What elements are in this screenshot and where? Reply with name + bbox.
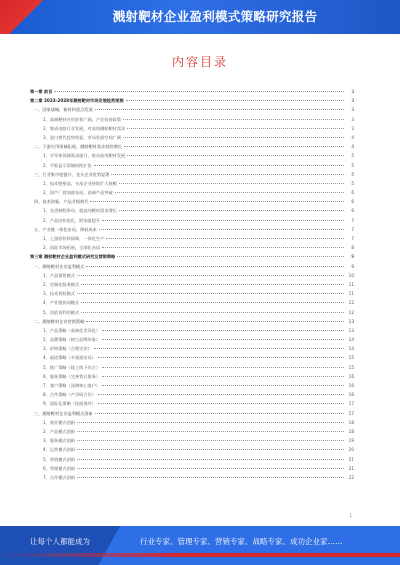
toc-entry[interactable] bbox=[30, 161, 354, 170]
toc-entry-text: 2、国产厂商加速布局，高端产品突破 bbox=[43, 190, 113, 196]
toc-entry-text: 二、下游应用领域拓展，溅射靶材需求持续增长 bbox=[34, 144, 122, 150]
toc-entry-page: 16 bbox=[348, 383, 354, 388]
toc-leader-dots bbox=[119, 209, 344, 211]
report-title: 溅射靶材企业盈利模式策略研究报告 bbox=[112, 9, 318, 24]
toc-entry[interactable] bbox=[30, 363, 354, 372]
toc-entry[interactable] bbox=[30, 124, 354, 133]
toc-entry[interactable] bbox=[30, 372, 354, 381]
toc-entry[interactable] bbox=[30, 390, 354, 399]
toc-entry-page: 15 bbox=[348, 364, 354, 370]
toc-entry-text: 三、溅射靶材企业盈利模式创新 bbox=[34, 410, 93, 416]
toc-leader-dots bbox=[86, 320, 344, 322]
toc-entry[interactable] bbox=[30, 427, 354, 436]
toc-entry-text: 2、品牌策略（树立品牌形象） bbox=[43, 337, 101, 343]
toc-entry[interactable] bbox=[30, 252, 354, 261]
toc-leader-dots bbox=[77, 430, 344, 432]
toc-entry-text: 2、集成电路行业发展，对高纯溅射靶材需求 bbox=[43, 125, 126, 131]
toc-entry-page: 14 bbox=[348, 346, 354, 352]
toc-leader-dots bbox=[81, 283, 344, 285]
toc-entry-text: 1、半导体领域需求提升，推动高纯靶材发展 bbox=[43, 153, 126, 159]
toc-leader-dots bbox=[127, 154, 344, 156]
toc-entry[interactable] bbox=[30, 455, 354, 464]
toc-leader-dots bbox=[77, 458, 344, 460]
toc-entry[interactable] bbox=[30, 445, 354, 454]
report-header bbox=[0, 0, 400, 34]
toc-entry-text: 1、上游原材料保障，一体化生产 bbox=[43, 236, 105, 241]
toc-entry-text: 6、管理模式创新 bbox=[43, 465, 75, 471]
toc-entry-text: 5、营销模式创新 bbox=[43, 456, 75, 462]
toc-leader-dots bbox=[90, 200, 344, 202]
toc-leader-dots bbox=[54, 90, 344, 92]
toc-leader-dots bbox=[81, 301, 344, 303]
toc-entry-text: 第一章 前言 bbox=[30, 89, 53, 94]
toc-entry-text: 二、溅射靶材企业营销策略 bbox=[34, 318, 85, 324]
toc-entry-page: 6 bbox=[351, 190, 354, 196]
toc-entry[interactable] bbox=[30, 289, 354, 298]
toc-entry-text: 1、技术壁垒高，头部企业持续扩大规模 bbox=[43, 180, 117, 186]
toc-entry[interactable] bbox=[30, 96, 354, 105]
toc-leader-dots bbox=[111, 173, 344, 175]
toc-entry-page: 3 bbox=[351, 107, 354, 113]
toc-leader-dots bbox=[94, 347, 344, 349]
toc-entry-text: 4、渠道策略（多渠道布局） bbox=[43, 355, 96, 361]
page-number: 1 bbox=[349, 513, 352, 518]
toc-leader-dots bbox=[81, 311, 344, 313]
toc-leader-dots bbox=[95, 412, 344, 414]
toc-entry-page: 4 bbox=[351, 134, 354, 140]
toc-entry[interactable] bbox=[30, 473, 354, 482]
toc-entry-text: 1、商业模式创新 bbox=[43, 419, 75, 425]
toc-leader-dots bbox=[94, 164, 344, 166]
toc-entry[interactable] bbox=[30, 308, 354, 317]
toc-entry[interactable] bbox=[30, 105, 354, 114]
toc-leader-dots bbox=[106, 237, 344, 239]
toc-entry-text: 一、国家战略，新材料重点发展 bbox=[34, 107, 93, 113]
toc-entry-page: 4 bbox=[351, 144, 354, 150]
toc-entry-page: 11 bbox=[348, 281, 354, 287]
toc-leader-dots bbox=[123, 136, 344, 138]
toc-entry-text: 三、行业集中度提升，龙头企业优势显著 bbox=[34, 171, 110, 177]
toc-entry-page: 13 bbox=[348, 318, 354, 324]
toc-entry[interactable] bbox=[30, 381, 354, 390]
toc-entry[interactable] bbox=[30, 436, 354, 445]
toc-entry[interactable] bbox=[30, 409, 354, 418]
toc-entry-text: 第三章 溅射靶材企业盈利模式研究及营销策略 bbox=[30, 254, 116, 260]
toc-leader-dots bbox=[123, 118, 344, 120]
toc-entry[interactable] bbox=[30, 115, 354, 124]
header-red-stripe bbox=[0, 0, 44, 34]
toc-entry-text: 1、产品策略（高端化差异化） bbox=[43, 327, 101, 333]
toc-entry-page: 15 bbox=[348, 355, 354, 361]
toc-entry-page: 18 bbox=[348, 428, 354, 434]
toc-entry-text: 一、溅射靶材企业盈利模式 bbox=[34, 263, 85, 269]
toc-entry-page: 19 bbox=[348, 438, 354, 444]
toc-entry-page: 5 bbox=[351, 162, 354, 168]
toc-entry[interactable] bbox=[30, 464, 354, 473]
toc-entry-page: 6 bbox=[351, 208, 354, 214]
toc-entry-page: 6 bbox=[351, 199, 354, 205]
toc-entry-text: 1、高端靶材应用前景广阔，产业扶持政策 bbox=[43, 116, 122, 122]
toc-entry-text: 2、平板显示领域持续扩张 bbox=[43, 162, 92, 168]
toc-entry[interactable] bbox=[30, 133, 354, 142]
toc-entry-text: 3、进口替代趋势明显，市场发展空间广阔 bbox=[43, 134, 122, 140]
toc-leader-dots bbox=[77, 292, 344, 294]
toc-entry-page: 3 bbox=[351, 116, 354, 122]
toc-entry-page: 3 bbox=[351, 98, 354, 104]
toc-entry-page: 3 bbox=[351, 89, 354, 94]
toc-leader-dots bbox=[98, 402, 344, 404]
toc-entry-text: 3、服务模式创新 bbox=[43, 438, 75, 444]
toc-entry-page: 5 bbox=[351, 171, 354, 177]
toc-leader-dots bbox=[77, 476, 344, 478]
toc-entry-page: 20 bbox=[348, 447, 354, 453]
toc-entry-text: 8、合作策略（产学研合作） bbox=[43, 392, 96, 398]
toc-leader-dots bbox=[77, 274, 344, 276]
toc-entry-text: 7、合作模式创新 bbox=[43, 474, 75, 480]
toc-entry[interactable] bbox=[30, 216, 354, 225]
toc-leader-dots bbox=[99, 228, 344, 230]
toc-entry[interactable] bbox=[30, 243, 354, 252]
toc-leader-dots bbox=[124, 145, 344, 147]
toc-leader-dots bbox=[102, 338, 344, 340]
toc-entry-page: 13 bbox=[348, 327, 354, 333]
toc-entry-page: 12 bbox=[348, 300, 354, 306]
toc-entry-text: 2、国际市场拓展，全球化布局 bbox=[43, 245, 101, 251]
toc-entry[interactable] bbox=[30, 179, 354, 188]
toc-leader-dots bbox=[102, 219, 344, 221]
toc-entry-page: 9 bbox=[351, 254, 354, 260]
toc-entry[interactable] bbox=[30, 262, 354, 271]
toc-entry[interactable] bbox=[30, 188, 354, 197]
toc-leader-dots bbox=[77, 439, 344, 441]
footer-red-stripe bbox=[0, 553, 400, 557]
toc-entry-text: 4、产业链协同模式 bbox=[43, 300, 80, 306]
toc-leader-dots bbox=[127, 127, 344, 129]
toc-entry-page: 17 bbox=[348, 401, 354, 407]
toc-entry[interactable] bbox=[30, 353, 354, 362]
page-footer bbox=[0, 526, 400, 565]
toc-entry-page: 16 bbox=[348, 373, 354, 379]
toc-entry-page: 7 bbox=[351, 217, 354, 223]
toc-leader-dots bbox=[115, 191, 344, 193]
toc-leader-dots bbox=[77, 467, 344, 469]
toc-entry-page: 16 bbox=[348, 392, 354, 398]
toc-entry[interactable] bbox=[30, 317, 354, 326]
toc-entry-page: 9 bbox=[351, 263, 354, 269]
toc-leader-dots bbox=[126, 99, 344, 101]
toc-leader-dots bbox=[102, 246, 344, 248]
toc-leader-dots bbox=[119, 182, 344, 184]
toc-leader-dots bbox=[102, 384, 344, 386]
toc-entry-page: 18 bbox=[348, 419, 354, 425]
toc-entry-page: 7 bbox=[351, 236, 354, 241]
toc-leader-dots bbox=[102, 366, 344, 368]
toc-entry[interactable] bbox=[30, 418, 354, 427]
toc-leader-dots bbox=[77, 448, 344, 450]
toc-entry[interactable] bbox=[30, 197, 354, 206]
toc-entry[interactable] bbox=[30, 298, 354, 307]
toc-entry-text: 6、服务策略（完善售后服务） bbox=[43, 373, 101, 379]
toc-leader-dots bbox=[95, 108, 344, 110]
toc-entry-text: 四、技术创新，产品升级换代 bbox=[34, 199, 89, 205]
toc-entry[interactable] bbox=[30, 170, 354, 179]
table-of-contents bbox=[30, 87, 354, 482]
toc-entry-page: 17 bbox=[348, 410, 354, 416]
toc-entry[interactable] bbox=[30, 87, 354, 96]
toc-entry[interactable] bbox=[30, 280, 354, 289]
toc-entry-text: 4、运营模式创新 bbox=[43, 447, 75, 453]
toc-entry[interactable] bbox=[30, 234, 354, 243]
toc-entry-page: 22 bbox=[348, 474, 354, 480]
toc-entry-page: 11 bbox=[348, 291, 354, 297]
toc-entry[interactable] bbox=[30, 142, 354, 151]
toc-entry-page: 12 bbox=[348, 309, 354, 315]
toc-entry-text: 五、产业链一体化布局，降低成本 bbox=[34, 226, 97, 232]
toc-entry-text: 1、先进制程带动，超高纯靶材需求增长 bbox=[43, 208, 117, 214]
toc-entry-text: 5、推广策略（线上线下结合） bbox=[43, 364, 101, 370]
toc-heading: 内容目录 bbox=[171, 55, 228, 69]
toc-entry-page: 21 bbox=[348, 456, 354, 462]
toc-entry[interactable] bbox=[30, 326, 354, 335]
toc-leader-dots bbox=[98, 393, 344, 395]
toc-entry[interactable] bbox=[30, 335, 354, 344]
toc-entry-text: 2、定制化服务模式 bbox=[43, 281, 80, 287]
toc-entry[interactable] bbox=[30, 271, 354, 280]
toc-entry[interactable] bbox=[30, 344, 354, 353]
toc-entry-page: 7 bbox=[351, 226, 354, 232]
toc-entry-text: 9、国际化策略（拓展海外） bbox=[43, 401, 96, 407]
toc-entry-page: 14 bbox=[348, 337, 354, 343]
toc-entry[interactable] bbox=[30, 206, 354, 215]
toc-leader-dots bbox=[77, 421, 344, 423]
toc-entry-page: 3 bbox=[351, 125, 354, 131]
toc-entry-page: 10 bbox=[348, 272, 354, 278]
toc-entry[interactable] bbox=[30, 225, 354, 234]
toc-entry-page: 5 bbox=[351, 153, 354, 159]
toc-entry-text: 1、产品销售模式 bbox=[43, 272, 75, 278]
footer-slogan-right: 行业专家、管理专家、营销专家、战略专家、成功企业家…… bbox=[140, 537, 343, 546]
toc-entry-text: 3、技术授权模式 bbox=[43, 291, 75, 297]
toc-entry-text: 5、回收再利用模式 bbox=[43, 309, 80, 315]
toc-entry-page: 5 bbox=[351, 180, 354, 186]
toc-entry[interactable] bbox=[30, 399, 354, 408]
toc-leader-dots bbox=[102, 329, 344, 331]
toc-entry-text: 2、产品模式创新 bbox=[43, 428, 75, 434]
toc-leader-dots bbox=[86, 265, 344, 267]
toc-entry-text: 3、价格策略（合理定价） bbox=[43, 346, 92, 352]
toc-entry[interactable] bbox=[30, 151, 354, 160]
toc-leader-dots bbox=[102, 375, 344, 377]
toc-leader-dots bbox=[117, 255, 344, 257]
toc-entry-text: 2、产品结构优化，附加值提升 bbox=[43, 217, 101, 223]
toc-entry-text: 第二章 2023-2028年溅射靶材市场发展趋势预测 bbox=[30, 98, 124, 104]
toc-leader-dots bbox=[98, 356, 344, 358]
footer-slogan-left: 让每个人都能成为 bbox=[30, 537, 90, 546]
toc-entry-text: 7、客户策略（深耕核心客户） bbox=[43, 383, 101, 388]
toc-entry-page: 21 bbox=[348, 465, 354, 471]
toc-entry-page: 8 bbox=[351, 245, 354, 251]
